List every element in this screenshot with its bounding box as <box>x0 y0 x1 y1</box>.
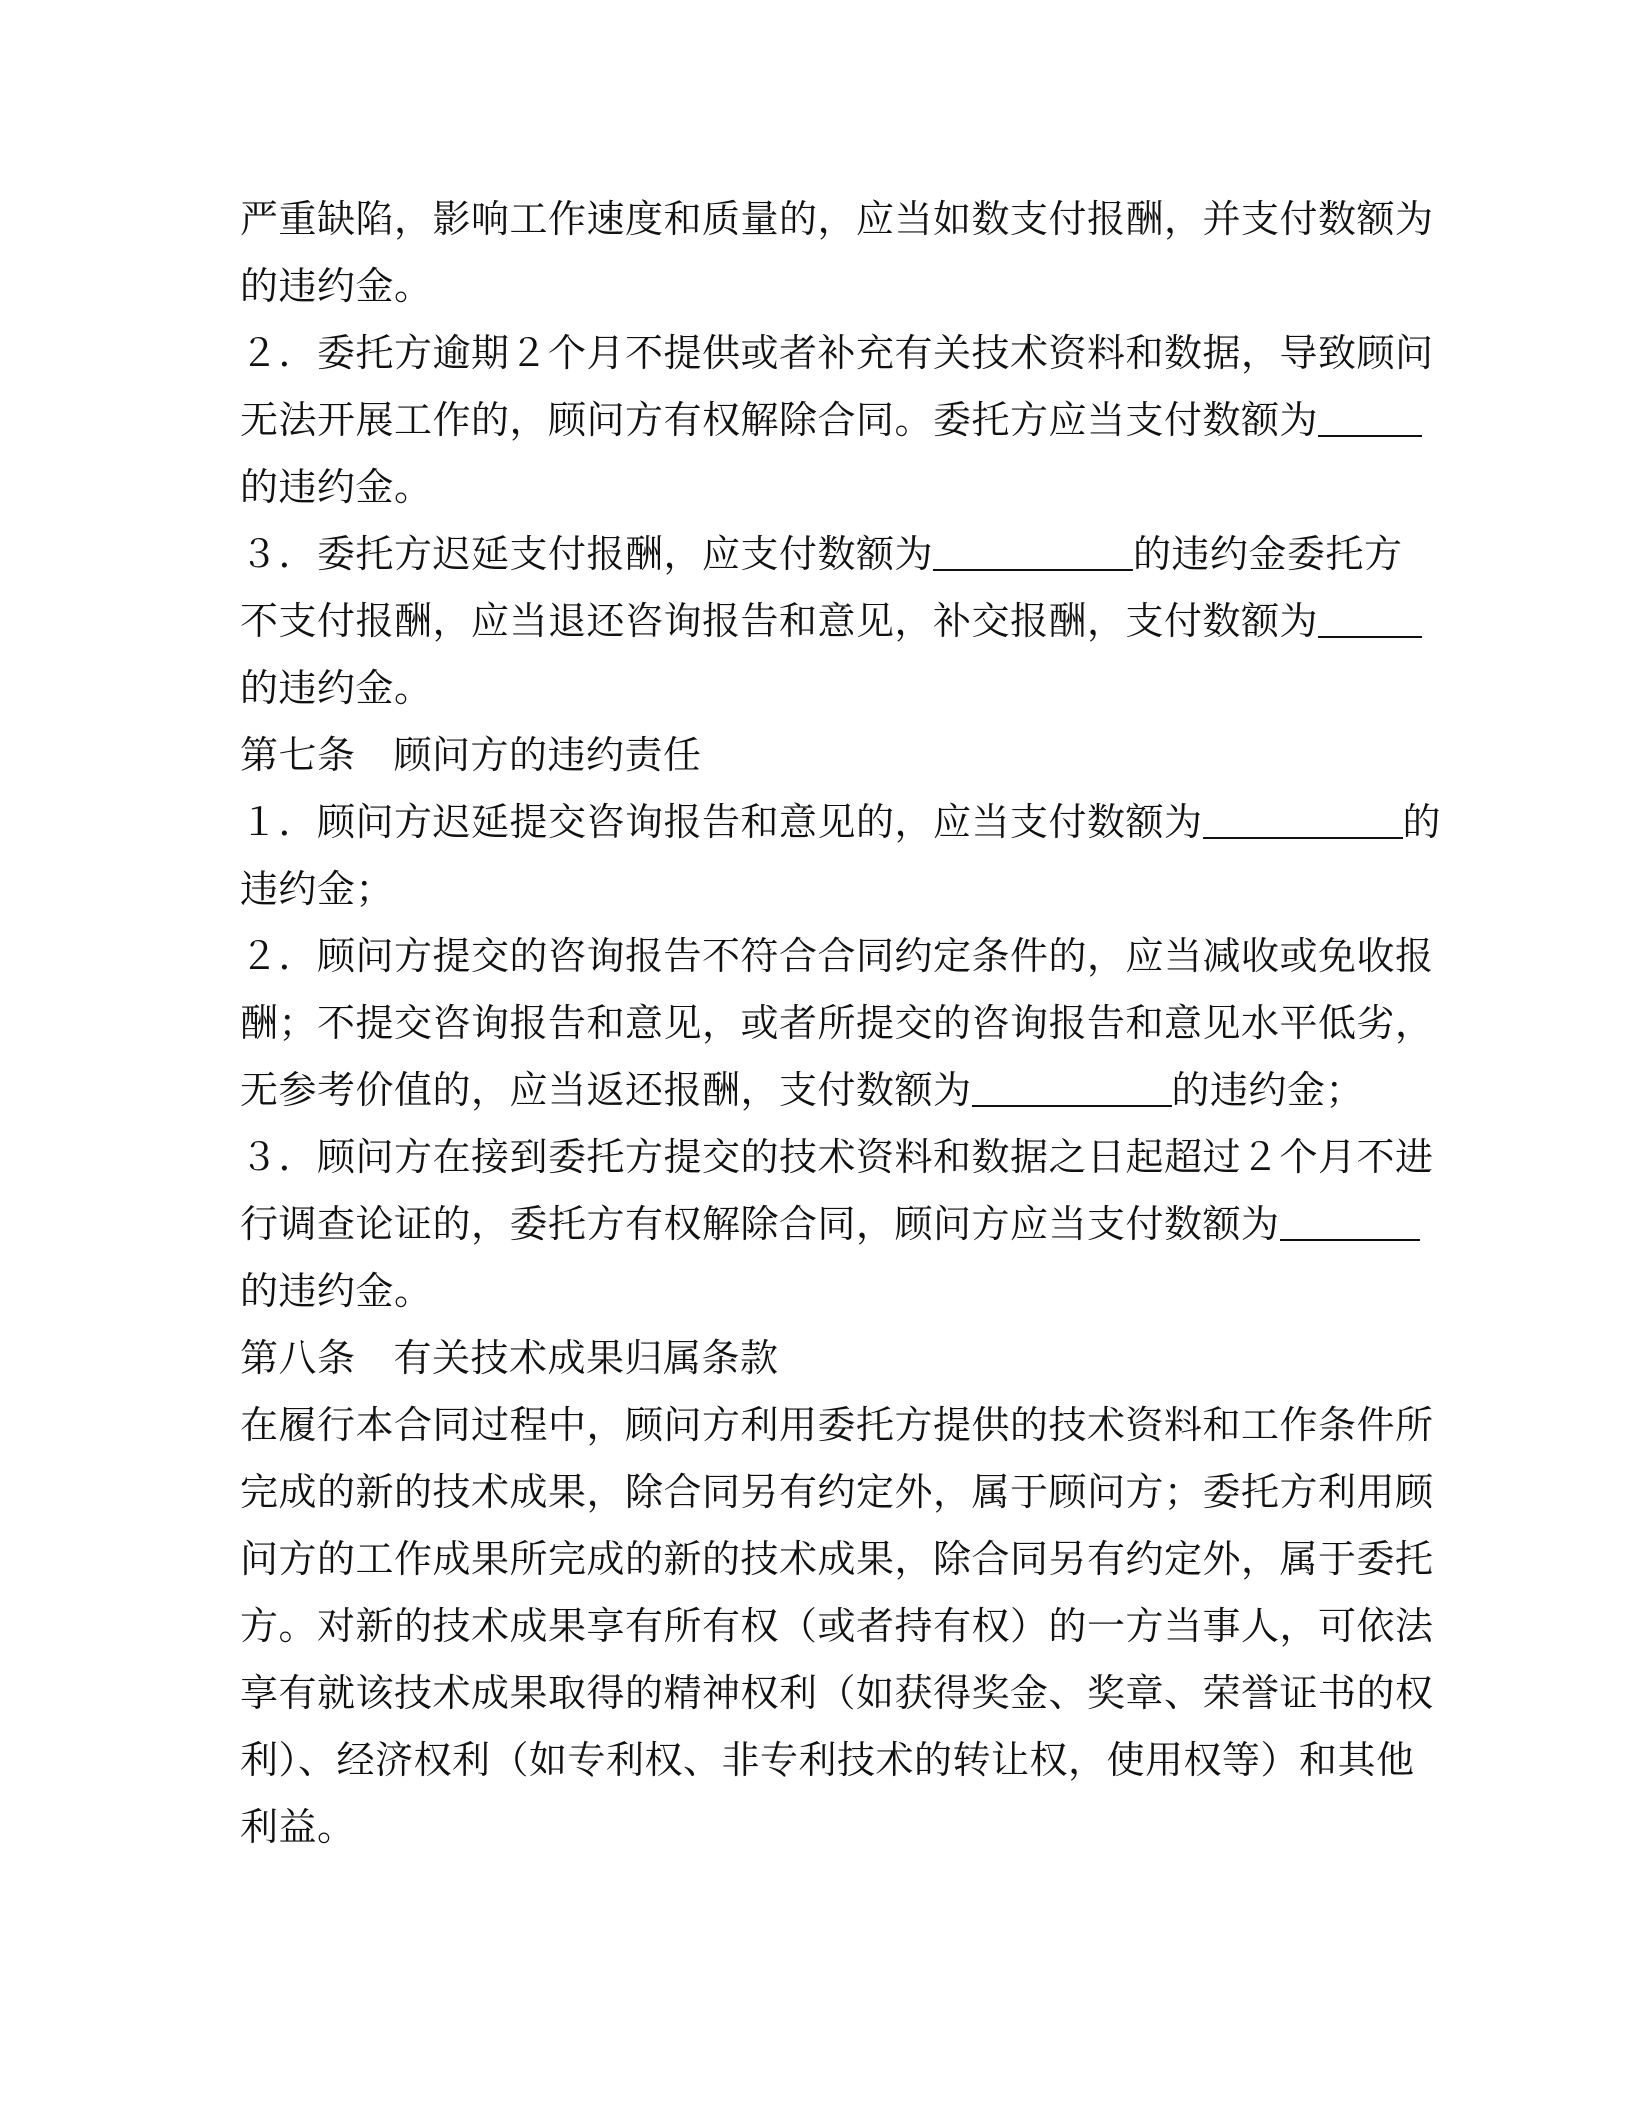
line-text: ３．顾问方在接到委托方提交的技术资料和数据之日起超过２个月不进 <box>240 1135 1434 1179</box>
document-line <box>240 923 1434 990</box>
line-text: 不支付报酬，应当退还咨询报告和意见，补交报酬，支付数额为 <box>240 599 1319 643</box>
line-text: ２．顾问方提交的咨询报告不符合合同约定条件的，应当减收或免收报 <box>240 934 1434 978</box>
line-text: 方。对新的技术成果享有所有权（或者持有权）的一方当事人，可依法 <box>240 1604 1434 1648</box>
line-text: 利）、经济权利（如专利权、非专利技术的转让权，使用权等）和其他 <box>240 1738 1415 1782</box>
document-line <box>240 521 1403 588</box>
line-text-after: 的违约金委托方 <box>1133 532 1403 576</box>
document-line <box>240 1794 1400 1861</box>
document-body <box>240 186 1442 1861</box>
document-line <box>240 1325 1400 1392</box>
line-text-after: 的违约金； <box>1171 1068 1365 1112</box>
document-line <box>240 655 1400 722</box>
document-line <box>240 1392 1434 1459</box>
line-text: ３．委托方迟延支付报酬，应支付数额为 <box>240 532 934 576</box>
document-line <box>240 1593 1434 1660</box>
line-text: 第七条 <box>240 733 356 777</box>
line-text: 无法开展工作的，顾问方有权解除合同。委托方应当支付数额为 <box>240 398 1319 442</box>
document-line <box>240 1459 1434 1526</box>
line-text: 的违约金。 <box>240 264 433 308</box>
document-line <box>240 1057 1400 1124</box>
document-line <box>240 387 1400 454</box>
line-text: ２．委托方逾期２个月不提供或者补充有关技术资料和数据，导致顾问 <box>240 331 1434 375</box>
document-line <box>240 990 1434 1057</box>
line-text: 享有就该技术成果取得的精神权利（如获得奖金、奖章、荣誉证书的权 <box>240 1671 1434 1715</box>
document-line <box>240 588 1400 655</box>
fill-in-blank[interactable] <box>1280 1199 1420 1241</box>
line-text-after: 的 <box>1402 800 1442 844</box>
document-line <box>240 454 1400 521</box>
line-text: 在履行本合同过程中，顾问方利用委托方提供的技术资料和工作条件所 <box>240 1403 1434 1447</box>
line-text: 的违约金。 <box>240 465 433 509</box>
line-text: 的违约金。 <box>240 1269 433 1313</box>
line-text: 无参考价值的，应当返还报酬，支付数额为 <box>240 1068 972 1112</box>
fill-in-blank[interactable] <box>933 529 1133 571</box>
line-text: 的违约金。 <box>240 666 433 710</box>
line-text: 违约金； <box>240 867 395 911</box>
fill-in-blank[interactable] <box>972 1065 1172 1107</box>
document-line <box>240 1124 1434 1191</box>
line-text: 完成的新的技术成果，除合同另有约定外，属于顾问方；委托方利用顾 <box>240 1470 1434 1514</box>
document-line <box>240 1258 1400 1325</box>
fill-in-blank[interactable] <box>1203 797 1403 839</box>
document-line <box>240 253 1400 320</box>
document-line <box>240 186 1434 253</box>
document-line <box>240 1191 1400 1258</box>
fill-in-blank[interactable] <box>1318 395 1422 437</box>
line-text: 问方的工作成果所完成的新的技术成果，除合同另有约定外，属于委托 <box>240 1537 1434 1581</box>
line-text: 酬；不提交咨询报告和意见，或者所提交的咨询报告和意见水平低劣， <box>240 1001 1434 1045</box>
line-text-after: 顾问方的违约责任 <box>393 733 702 777</box>
line-text: 行调查论证的，委托方有权解除合同，顾问方应当支付数额为 <box>240 1202 1280 1246</box>
document-line <box>240 789 1442 856</box>
line-text: １．顾问方迟延提交咨询报告和意见的，应当支付数额为 <box>240 800 1203 844</box>
line-text-after: 有关技术成果归属条款 <box>393 1336 779 1380</box>
document-line <box>240 856 1400 923</box>
fill-in-blank[interactable] <box>1318 596 1422 638</box>
document-line <box>240 1660 1434 1727</box>
line-text: 严重缺陷，影响工作速度和质量的，应当如数支付报酬，并支付数额为 <box>240 197 1434 241</box>
document-line <box>240 1727 1415 1794</box>
line-text: 利益。 <box>240 1805 356 1849</box>
line-text: 第八条 <box>240 1336 356 1380</box>
document-line <box>240 722 1400 789</box>
document-line <box>240 320 1434 387</box>
document-line <box>240 1526 1434 1593</box>
